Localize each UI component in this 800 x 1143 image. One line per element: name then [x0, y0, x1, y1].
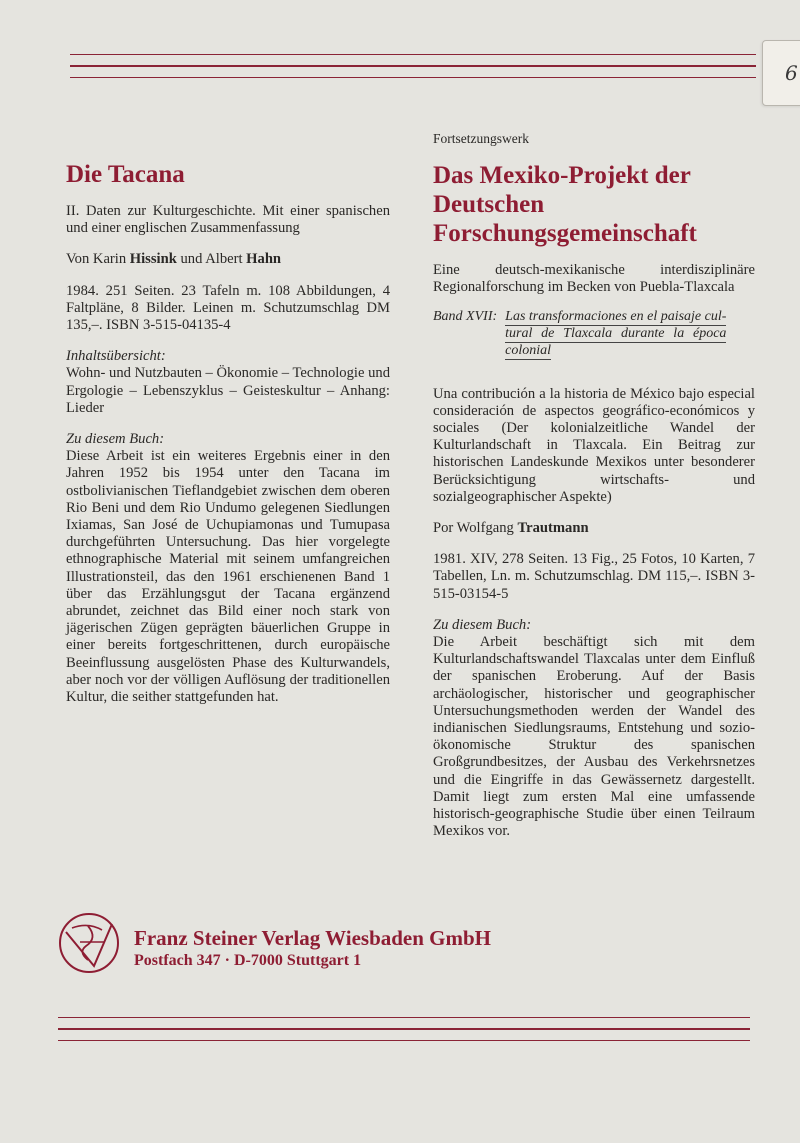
right-subtitle: Eine deutsch-mexikanische interdisziplinäre Regionalforschung im Becken von Puebla-Tlaxcala [433, 262, 755, 296]
footer-rules [58, 1017, 750, 1051]
author-hahn: Hahn [246, 251, 282, 268]
band-label: Band XVII: [433, 308, 498, 324]
right-author [433, 520, 755, 537]
band-title [505, 309, 726, 360]
band-title-line: tural de Tlaxcala durante la época [505, 325, 727, 341]
rule-line [70, 54, 756, 55]
rule-line [58, 1028, 750, 1029]
publisher-logo [58, 912, 120, 974]
left-about-label: Zu diesem Buch: [66, 431, 165, 448]
right-title: Das Mexiko-Projekt der Deutschen Forschungsgemeinschaft [433, 162, 697, 248]
rule-line [70, 77, 756, 78]
authors-prefix: Von Karin [66, 251, 130, 268]
rule-line [58, 1040, 750, 1041]
right-pub-info: 1981. XIV, 278 Seiten. 13 Fig., 25 Fotos, 10 Karten, 7 Tabellen, Ln. m. Schutzumschlag. DM 115,–. ISBN 3-515-03154-5 [433, 551, 755, 602]
header-rules [70, 54, 756, 88]
left-contents-label: Inhaltsübersicht: [66, 348, 166, 365]
author-hissink: Hissink [129, 251, 177, 268]
page-index-tab [762, 40, 800, 106]
right-spanish-desc: Una contribución a la historia de México bajo especial consideración de aspectos geográfico-económicos y sociales (Der kolonialzeitliche Wandel der Kulturlandschaft in Tlaxcala. Ein Beitrag zur historischen Landeskunde Mexikos unter besonderer Berücksichtigung wirtschafts- und sozialgeographischer Aspekte) [433, 385, 755, 505]
publisher-block [134, 926, 491, 972]
band-title-line: Las transformaciones en el paisaje cul- [505, 308, 727, 324]
right-column [433, 130, 755, 840]
band-line [433, 309, 755, 360]
right-about-text: Die Arbeit beschäftigt sich mit dem Kulturlandschaftswandel Tlaxcalas unter dem Einfluß der spanischen Eroberung. Auf der Basis archäologischer, historischer und geographischer Untersuchungsmethoden werden der Wandel des indianischen Siedlungsraums, Entstehung und sozio-ökonomische Struktur des spanischen Großgrundbesitzes, der Ausbau des Verkehrsnetzes und die Eingriffe in das Gewässernetz dargestellt. Damit liegt zum ersten Mal eine umfassende historisch-geographische Studie über einen Teilraum Mexikos vor. [433, 634, 755, 840]
left-subtitle: II. Daten zur Kulturgeschichte. Mit einer spanischen und einer englischen Zusammenfassung [66, 203, 390, 237]
page-tab-number: 6 [785, 61, 798, 85]
rule-line [58, 1017, 750, 1018]
publisher-footer [58, 910, 698, 980]
authors-mid: und Albert [176, 251, 247, 268]
left-authors [66, 251, 390, 268]
author-prefix: Por Wolfgang [433, 520, 518, 537]
publisher-name: Franz Steiner Verlag Wiesbaden GmbH [134, 926, 492, 950]
left-title: Die Tacana [66, 161, 185, 188]
left-pub-info: 1984. 251 Seiten. 23 Tafeln m. 108 Abbildungen, 4 Faltpläne, 8 Bilder. Leinen m. Schutzumschlag DM 135,–. ISBN 3-515-04135-4 [66, 282, 390, 334]
left-about-text: Diese Arbeit ist ein weiteres Ergebnis einer in den Jahren 1952 bis 1954 unter den Tacana im ostbolivianischen Tieflandgebiet zwischen dem oberen Rio Beni und dem Rio Undumo gelegenen Siedlungen Ixiamas, San José de Uchupiamonas und Tumupasa durchgeführten Untersuchung. Das hier vorgelegte ethnographische Material mit seinem umfangreichen Illustrationsteil, das den 1961 erschienenen Band 1 über das Erzählungsgut der Tacana ergänzend abrundet, zeichnet das Bild einer noch stark von jägerischen Zügen geprägten bäuerlichen Gruppe in einer bereits fortgeschrittenen, durch europäische Beeinflussung ausgelösten Phase des Kulturwandels, aber noch vor der völligen Auflösung der traditionellen Kultur, die seither stattgefunden hat. [66, 448, 390, 706]
left-contents-text: Wohn- und Nutzbauten – Ökonomie – Technologie und Ergologie – Lebenszyklus – Geisteskultur – Anhang: Lieder [66, 365, 390, 416]
band-title-line: colonial [505, 342, 552, 358]
right-kicker: Fortsetzungswerk [433, 131, 529, 146]
publisher-address: Postfach 347 · D-7000 Stuttgart 1 [134, 952, 362, 969]
right-about-label: Zu diesem Buch: [433, 616, 532, 633]
author-trautmann: Trautmann [517, 520, 589, 537]
rule-line [70, 65, 756, 66]
left-column [66, 160, 390, 706]
